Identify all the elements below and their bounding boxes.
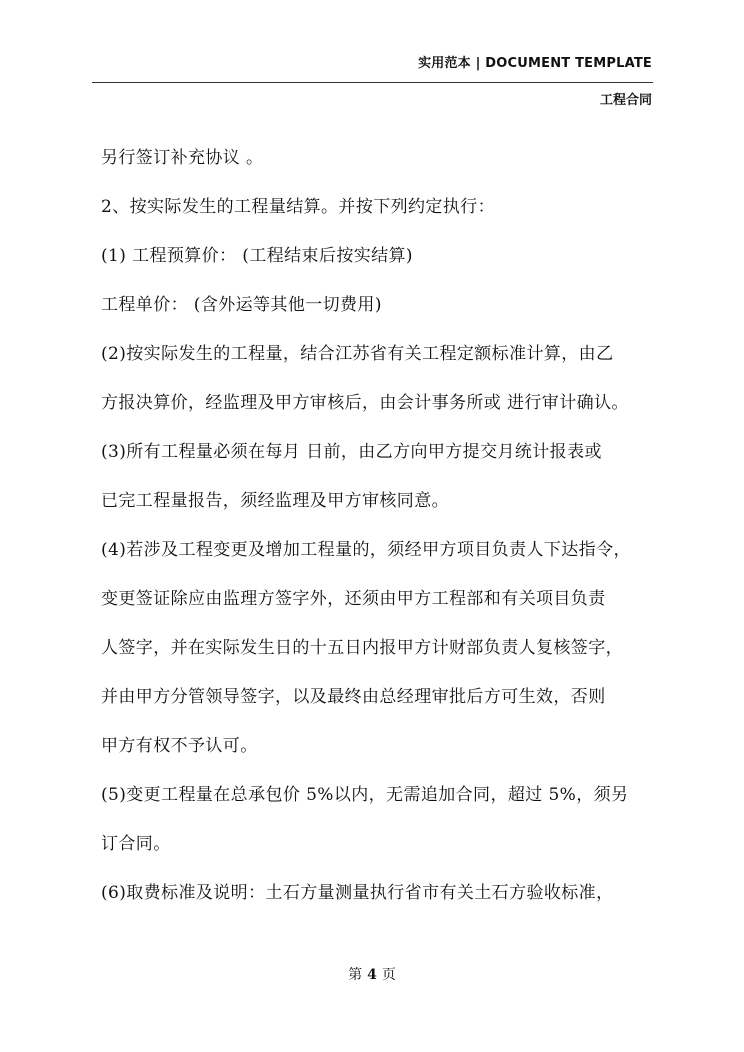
body-line-5: (2)按实际发生的工程量，结合江苏省有关工程定额标准计算，由乙 xyxy=(101,344,614,364)
body-line-7: (3)所有工程量必须在每月 日前，由乙方向甲方提交月统计报表或 xyxy=(101,442,602,462)
page-suffix: 页 xyxy=(381,967,396,983)
body-line-1: 另行签订补充协议 。 xyxy=(101,148,264,168)
document-body xyxy=(101,140,663,924)
page-prefix: 第 xyxy=(348,967,363,983)
body-line-12: 并由甲方分管领导签字，以及最终由总经理审批后方可生效，否则 xyxy=(101,687,606,707)
body-line-13: 甲方有权不予认可。 xyxy=(101,736,258,756)
body-line-14: (5)变更工程量在总承包价 5%以内，无需追加合同，超过 5%，须另 xyxy=(101,785,629,805)
body-line-2: 2、按实际发生的工程量结算。并按下列约定执行： xyxy=(101,197,496,217)
header-subtitle: 工程合同 xyxy=(599,93,652,108)
body-line-11: 人签字，并在实际发生日的十五日内报甲方计财部负责人复核签字， xyxy=(101,638,623,658)
header-divider xyxy=(92,82,653,83)
header-title: 实用范本 | DOCUMENT TEMPLATE xyxy=(418,56,652,71)
page-footer xyxy=(0,964,744,984)
body-line-10: 变更签证除应由监理方签字外，还须由甲方工程部和有关项目负责 xyxy=(101,589,606,609)
body-line-15: 订合同。 xyxy=(101,834,171,854)
body-line-3: (1) 工程预算价： (工程结束后按实结算) xyxy=(101,246,413,266)
page-number: 4 xyxy=(367,967,377,983)
body-line-6: 方报决算价，经监理及甲方审核后，由会计事务所或 进行审计确认。 xyxy=(101,393,629,413)
body-line-16: (6)取费标准及说明：土石方量测量执行省市有关土石方验收标准， xyxy=(101,883,614,903)
body-line-4: 工程单价： (含外运等其他一切费用) xyxy=(101,295,382,315)
body-line-8: 已完工程量报告，须经监理及甲方审核同意。 xyxy=(101,491,449,511)
body-line-9: (4)若涉及工程变更及增加工程量的，须经甲方项目负责人下达指令， xyxy=(101,540,631,560)
